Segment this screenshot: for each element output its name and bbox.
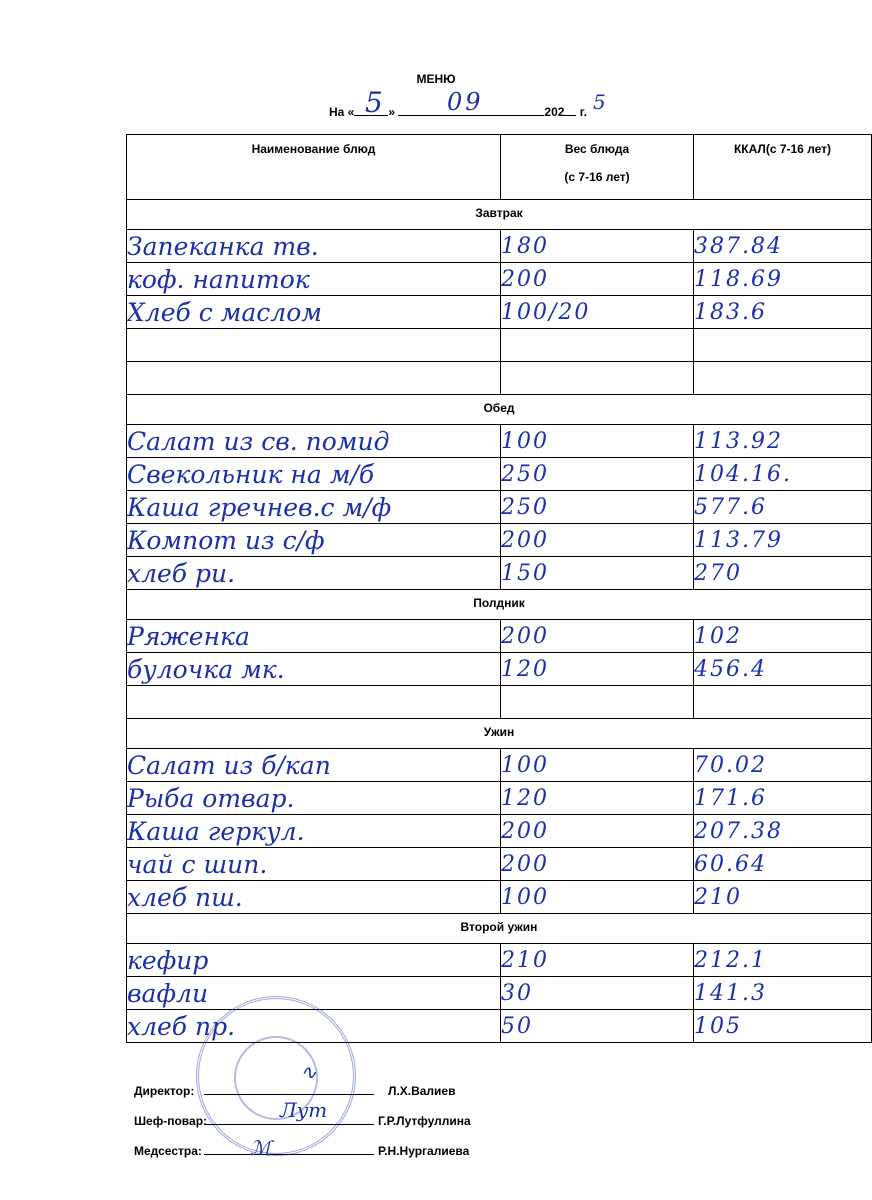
dish-name: Запеканка тв.: [127, 230, 501, 263]
dish-name: хлеб ри.: [127, 557, 501, 590]
menu-table: [126, 134, 872, 1043]
dish-name: Салат из б/кап: [127, 749, 501, 782]
section-row-snack: [127, 590, 872, 620]
dish-kcal: 60.64: [694, 848, 872, 881]
dish-kcal: 104.16.: [694, 458, 872, 491]
dish-name: [127, 329, 501, 362]
table-row: [127, 848, 872, 881]
section-title: Полдник: [127, 590, 872, 620]
dish-name: хлеб пш.: [127, 881, 501, 914]
dish-weight: 100: [501, 425, 694, 458]
dish-name: Хлеб с маслом: [127, 296, 501, 329]
dish-kcal: 207.38: [694, 815, 872, 848]
dish-kcal: 141.3: [694, 977, 872, 1010]
table-row: [127, 881, 872, 914]
dish-kcal: 70.02: [694, 749, 872, 782]
dish-kcal: 456.4: [694, 653, 872, 686]
dish-name: кефир: [127, 944, 501, 977]
dish-weight: 50: [501, 1010, 694, 1043]
dish-weight: 200: [501, 524, 694, 557]
chef-role: Шеф-повар:: [134, 1114, 208, 1128]
date-month-handwritten: 09: [447, 88, 484, 116]
dish-weight: [501, 362, 694, 395]
section-row-breakfast: [127, 200, 872, 230]
dish-kcal: 105: [694, 1010, 872, 1043]
dish-kcal: 212.1: [694, 944, 872, 977]
dish-kcal: 102: [694, 620, 872, 653]
nurse-name: Р.Н.Нургалиева: [378, 1144, 470, 1158]
table-row: [127, 362, 872, 395]
dish-weight: 180: [501, 230, 694, 263]
director-signature-scribble: ∿: [300, 1060, 317, 1084]
dish-weight: 210: [501, 944, 694, 977]
table-row: [127, 524, 872, 557]
dish-name: вафли: [127, 977, 501, 1010]
dish-weight: 250: [501, 491, 694, 524]
dish-name: [127, 686, 501, 719]
table-row: [127, 815, 872, 848]
table-row: [127, 230, 872, 263]
dish-name: Компот из с/ф: [127, 524, 501, 557]
dish-name: Рыба отвар.: [127, 782, 501, 815]
date-prefix: На «: [329, 105, 355, 119]
dish-kcal: [694, 686, 872, 719]
dish-kcal: 183.6: [694, 296, 872, 329]
dish-kcal: 270: [694, 557, 872, 590]
dish-kcal: 113.79: [694, 524, 872, 557]
dish-name: Свекольник на м/б: [127, 458, 501, 491]
date-year-handwritten: 5: [593, 90, 606, 114]
table-row: [127, 263, 872, 296]
dish-weight: 120: [501, 782, 694, 815]
table-row: [127, 686, 872, 719]
col-header-name: Наименование блюд: [127, 135, 501, 200]
director-name: Л.Х.Валиев: [388, 1084, 456, 1098]
chef-name: Г.Р.Лутфуллина: [378, 1114, 471, 1128]
table-row: [127, 782, 872, 815]
chef-signature-scribble: Лут: [280, 1098, 328, 1122]
section-row-second-dinner: [127, 914, 872, 944]
col-header-kcal: ККАЛ(с 7-16 лет): [694, 135, 872, 200]
table-row: [127, 749, 872, 782]
dish-name: булочка мк.: [127, 653, 501, 686]
dish-weight: 120: [501, 653, 694, 686]
nurse-role: Медсестра:: [134, 1144, 202, 1158]
dish-kcal: [694, 329, 872, 362]
col-header-weight: Вес блюда (с 7-16 лет): [501, 135, 694, 200]
dish-weight: 200: [501, 263, 694, 296]
year-blank: [564, 103, 576, 116]
nurse-signature-row: [134, 1142, 471, 1172]
dish-name: Ряженка: [127, 620, 501, 653]
dish-kcal: 387.84: [694, 230, 872, 263]
dish-kcal: 113.92: [694, 425, 872, 458]
section-row-dinner: [127, 719, 872, 749]
director-role: Директор:: [134, 1084, 195, 1098]
date-day-handwritten: 5: [365, 86, 383, 119]
table-header-row: [127, 135, 872, 200]
section-title: Завтрак: [127, 200, 872, 230]
signature-block: [134, 1082, 471, 1172]
section-title: Второй ужин: [127, 914, 872, 944]
table-row: [127, 425, 872, 458]
menu-title: МЕНЮ: [416, 72, 456, 86]
dish-kcal: [694, 362, 872, 395]
year-print: 202: [544, 105, 565, 119]
dish-kcal: 577.6: [694, 491, 872, 524]
table-row: [127, 296, 872, 329]
section-title: Ужин: [127, 719, 872, 749]
dish-weight: 200: [501, 620, 694, 653]
dish-name: коф. напиток: [127, 263, 501, 296]
date-mid: »: [388, 105, 396, 119]
dish-weight: 100: [501, 749, 694, 782]
dish-kcal: 171.6: [694, 782, 872, 815]
table-row: [127, 944, 872, 977]
table-row: [127, 329, 872, 362]
dish-name: хлеб пр.: [127, 1010, 501, 1043]
dish-weight: [501, 329, 694, 362]
dish-name: Салат из св. помид: [127, 425, 501, 458]
dish-weight: 100: [501, 881, 694, 914]
dish-weight: 200: [501, 815, 694, 848]
table-row: [127, 557, 872, 590]
dish-weight: [501, 686, 694, 719]
nurse-signature-scribble: ℳ: [250, 1136, 272, 1160]
table-row: [127, 620, 872, 653]
dish-name: Каша геркул.: [127, 815, 501, 848]
dish-weight: 250: [501, 458, 694, 491]
dish-weight: 100/20: [501, 296, 694, 329]
dish-weight: 200: [501, 848, 694, 881]
director-signature-line: [204, 1082, 374, 1095]
year-suffix: г.: [579, 105, 587, 119]
dish-name: Каша гречнев.с м/ф: [127, 491, 501, 524]
nurse-signature-line: [204, 1142, 374, 1155]
section-title: Обед: [127, 395, 872, 425]
dish-weight: 30: [501, 977, 694, 1010]
dish-name: чай с шип.: [127, 848, 501, 881]
table-row: [127, 653, 872, 686]
section-row-lunch: [127, 395, 872, 425]
dish-kcal: 118.69: [694, 263, 872, 296]
table-row: [127, 458, 872, 491]
table-row: [127, 491, 872, 524]
dish-kcal: 210: [694, 881, 872, 914]
dish-name: [127, 362, 501, 395]
dish-weight: 150: [501, 557, 694, 590]
